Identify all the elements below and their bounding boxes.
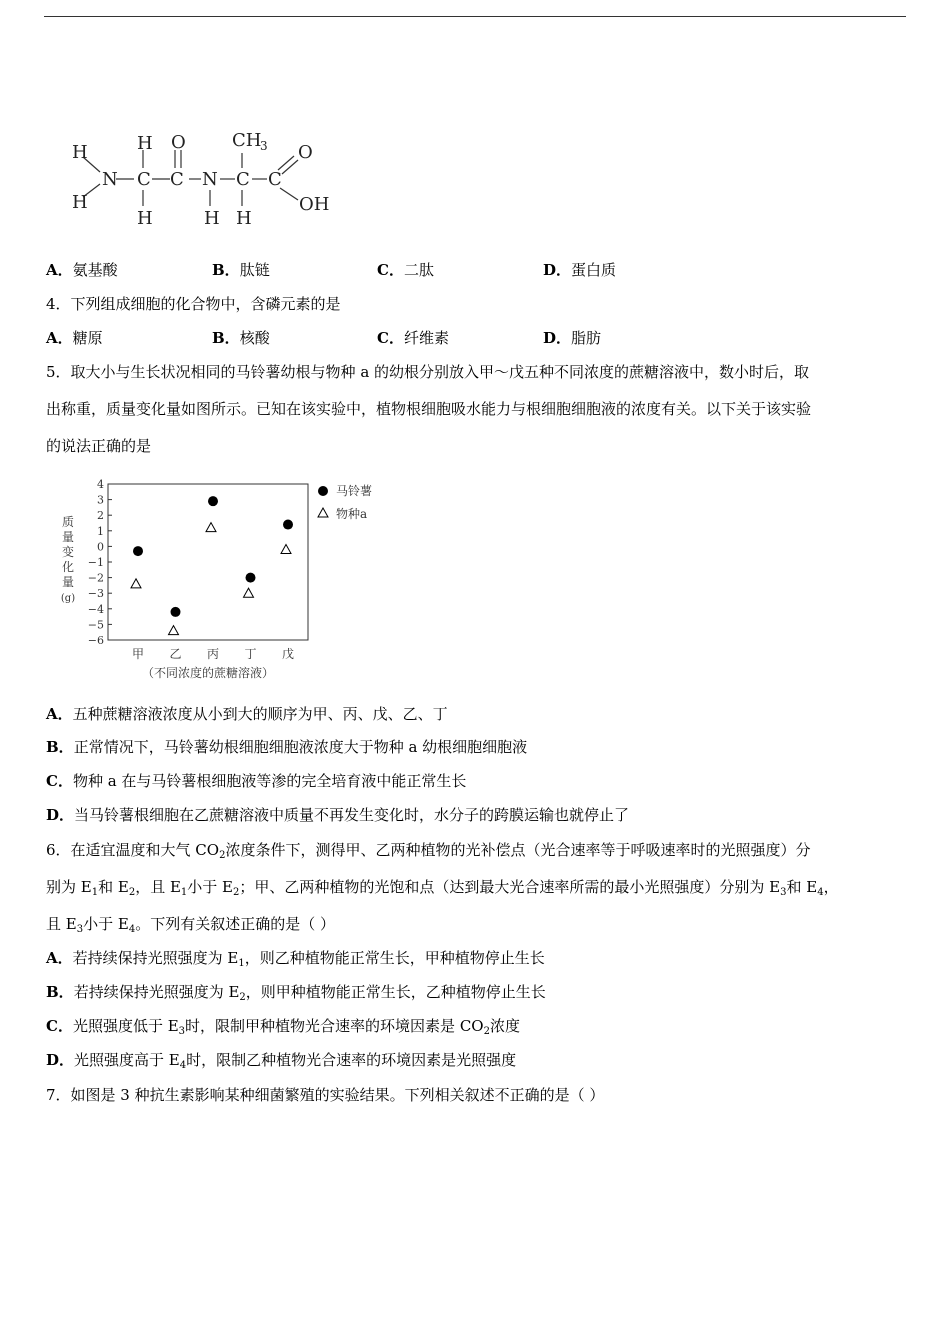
text: 。下列有关叙述正确的是（ ） — [135, 915, 335, 933]
text: 若持续保持光照强度为 E — [72, 949, 239, 967]
text: 时，限制甲种植物光合速率的环境因素是 CO — [185, 1017, 484, 1035]
subscript: 1 — [91, 887, 99, 898]
point-species-a — [131, 579, 141, 588]
q3-option-d[interactable] — [543, 260, 616, 280]
text: 光照强度低于 E — [72, 1017, 179, 1035]
atom: H — [236, 208, 252, 229]
y-axis-label-char: (g) — [60, 593, 76, 604]
q4-option-d[interactable] — [543, 328, 601, 348]
option-letter: B． — [212, 329, 240, 347]
subscript: 1 — [180, 887, 188, 898]
subscript: 3 — [178, 1026, 186, 1037]
subscript: 2 — [233, 887, 240, 898]
y-axis-label-char: 量 — [61, 530, 75, 544]
y-tick-label: −5 — [87, 618, 104, 632]
atom: C — [170, 169, 184, 190]
option-text: 正常情况下，马铃薯幼根细胞细胞液浓度大于物种 a 幼根细胞细胞液 — [73, 738, 528, 756]
x-tick-label: 戊 — [281, 647, 295, 661]
text: ，且 E — [135, 878, 181, 896]
y-tick-label: 4 — [97, 478, 104, 491]
x-tick-label: 丁 — [244, 647, 257, 661]
point-potato — [246, 573, 256, 583]
q6-option-c[interactable] — [46, 1016, 520, 1036]
y-tick-label: −2 — [87, 571, 104, 585]
option-letter: B． — [212, 261, 240, 279]
subscript: 2 — [239, 992, 246, 1003]
option-letter: D． — [46, 806, 75, 824]
point-potato — [283, 520, 293, 530]
q4-stem: 4．下列组成细胞的化合物中，含磷元素的是 — [46, 295, 341, 313]
y-axis-label-char: 化 — [61, 560, 75, 574]
option-letter: D． — [46, 1051, 75, 1069]
text: 浓度条件下，测得甲、乙两种植物的光补偿点（光合速率等于呼吸速率时的光照强度）分 — [225, 841, 811, 859]
q6-stem-line — [46, 840, 810, 860]
q4-option-b[interactable] — [212, 328, 270, 348]
subscript: 2 — [219, 850, 226, 861]
x-axis-label: （不同浓度的蔗糖溶液） — [141, 666, 275, 680]
option-text: 肽链 — [239, 261, 270, 279]
atom: O — [298, 142, 313, 163]
subscript: 2 — [483, 1026, 490, 1037]
y-tick-label: −1 — [87, 556, 104, 569]
q6-option-b[interactable] — [46, 982, 546, 1002]
y-tick-label: 1 — [97, 524, 104, 538]
option-letter: B． — [46, 983, 74, 1001]
plot-frame — [108, 484, 308, 640]
q7-stem: 7．如图是 3 种抗生素影响某种细菌繁殖的实验结果。下列相关叙述不正确的是（ ） — [46, 1086, 605, 1104]
option-letter: B． — [46, 738, 74, 756]
option-text: 脂肪 — [571, 329, 602, 347]
y-tick-label: 2 — [97, 509, 104, 523]
q4-option-a[interactable] — [46, 328, 103, 348]
option-text: 当马铃薯根细胞在乙蔗糖溶液中质量不再发生变化时，水分子的跨膜运输也就停止了 — [74, 806, 630, 824]
atom: CH — [232, 130, 262, 151]
option-letter: A． — [46, 949, 73, 967]
q3-option-c[interactable] — [377, 260, 434, 280]
text: 和 E — [786, 878, 818, 896]
q5-option-b[interactable] — [46, 737, 527, 757]
option-text: 物种 a 在与马铃薯根细胞液等渗的完全培育液中能正常生长 — [72, 772, 467, 790]
atom: H — [137, 133, 153, 154]
subscript: 1 — [238, 958, 245, 969]
legend-label-species-a: 物种a — [336, 507, 368, 521]
q5-stem-line: 5．取大小与生长状况相同的马铃薯幼根与物种 a 的幼根分别放入甲～戊五种不同浓度的蔗糖溶液中，数小时后，取 — [46, 363, 810, 381]
point-potato — [208, 496, 218, 506]
q6-option-a[interactable] — [46, 948, 545, 968]
q5-stem-line: 的说法正确的是 — [46, 437, 152, 455]
atom: C — [236, 169, 250, 190]
text: ，则乙种植物能正常生长，甲种植物停止生长 — [244, 949, 545, 967]
y-tick-label: 3 — [97, 493, 104, 507]
option-text: 核酸 — [239, 329, 270, 347]
mass-change-chart — [56, 474, 396, 684]
option-letter: C． — [46, 772, 73, 790]
atom: C — [137, 169, 151, 190]
subscript: 3 — [76, 924, 84, 935]
q5-stem-line: 出称重，质量变化量如图所示。已知在该实验中，植物根细胞吸水能力与根细胞细胞液的浓度有关。以下关于该实验 — [46, 400, 812, 418]
y-axis-label-char: 质 — [61, 515, 75, 529]
text: 别为 E — [46, 878, 92, 896]
point-potato — [133, 546, 143, 556]
y-tick-label: 0 — [97, 540, 104, 554]
q5-option-a[interactable] — [46, 704, 448, 724]
x-tick-label: 乙 — [169, 647, 182, 661]
q4-option-c[interactable] — [377, 328, 449, 348]
x-tick-label: 甲 — [131, 647, 145, 661]
legend-label-potato: 马铃薯 — [336, 484, 373, 498]
atom: H — [204, 208, 220, 229]
header-rule — [44, 16, 906, 17]
q6-stem-line — [46, 914, 335, 934]
atom: H — [72, 192, 88, 213]
atom: N — [202, 169, 218, 190]
subscript: 4 — [179, 1060, 187, 1071]
q5-option-d[interactable] — [46, 805, 629, 825]
y-axis-label-char: 量 — [61, 575, 75, 589]
text: 时，限制乙种植物光合速率的环境因素是光照强度 — [186, 1051, 517, 1069]
q5-option-c[interactable] — [46, 771, 466, 791]
subscript: 2 — [128, 887, 136, 898]
option-letter: A． — [46, 261, 73, 279]
text: 光照强度高于 E — [74, 1051, 180, 1069]
text: 若持续保持光照强度为 E — [73, 983, 240, 1001]
option-letter: D． — [543, 261, 572, 279]
option-letter: C． — [377, 329, 404, 347]
text: 小于 E — [187, 878, 233, 896]
point-potato — [171, 607, 181, 617]
point-species-a — [244, 588, 254, 597]
text: ，则甲种植物能正常生长，乙种植物停止生长 — [245, 983, 546, 1001]
point-species-a — [206, 523, 216, 532]
dipeptide-structural-formula — [64, 126, 354, 236]
atom: N — [102, 169, 118, 190]
option-text: 氨基酸 — [72, 261, 118, 279]
text: 小于 E — [83, 915, 129, 933]
q6-option-d[interactable] — [46, 1050, 516, 1070]
option-text: 二肽 — [403, 261, 434, 279]
text: 6．在适宜温度和大气 CO — [46, 841, 220, 859]
q3-option-a[interactable] — [46, 260, 118, 280]
option-text: 糖原 — [72, 329, 103, 347]
q3-option-b[interactable] — [212, 260, 270, 280]
option-letter: C． — [46, 1017, 73, 1035]
legend-marker-species-a — [318, 508, 328, 517]
option-letter: C． — [377, 261, 404, 279]
subscript: 4 — [128, 924, 136, 935]
option-letter: A． — [46, 705, 73, 723]
x-tick-label: 丙 — [206, 647, 220, 661]
text: 且 E — [46, 915, 77, 933]
option-letter: D． — [543, 329, 572, 347]
option-text: 纤维素 — [403, 329, 449, 347]
text: ；甲、乙两种植物的光饱和点（达到最大光合速率所需的最小光照强度）分别为 E — [239, 878, 781, 896]
y-tick-label: −6 — [87, 634, 104, 647]
option-text: 蛋白质 — [571, 261, 617, 279]
atom: OH — [299, 194, 330, 215]
option-text: 五种蔗糖溶液浓度从小到大的顺序为甲、丙、戊、乙、丁 — [72, 705, 448, 723]
text: 和 E — [98, 878, 129, 896]
q6-stem-line — [46, 877, 839, 897]
subscript: 3 — [780, 887, 787, 898]
atom-subscript: 3 — [260, 139, 268, 153]
text: 浓度 — [489, 1017, 520, 1035]
y-tick-label: −3 — [87, 587, 104, 601]
atom: H — [72, 142, 88, 163]
option-letter: A． — [46, 329, 73, 347]
y-axis-label — [61, 514, 75, 604]
atom: C — [268, 169, 282, 190]
y-axis-label-char: 变 — [61, 545, 75, 559]
y-tick-label: −4 — [87, 602, 104, 616]
atom: H — [137, 208, 153, 229]
atom: O — [171, 132, 186, 153]
point-species-a — [281, 545, 291, 554]
point-species-a — [169, 626, 179, 635]
legend-marker-potato — [318, 486, 328, 496]
subscript: 4 — [817, 887, 824, 898]
text: ， — [823, 878, 839, 896]
